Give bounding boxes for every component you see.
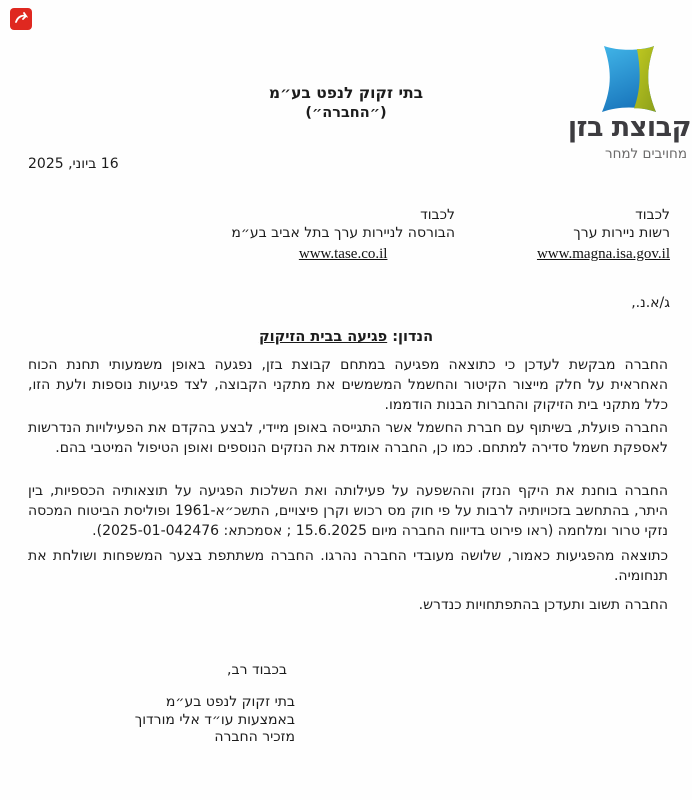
signature-company: בתי זקוק לנפט בע״מ	[165, 694, 295, 710]
company-alias: (״החברה״)	[305, 105, 387, 121]
salutation: ג/א.נ.,	[631, 295, 670, 311]
letterhead	[0, 84, 692, 121]
red-app-badge-icon[interactable]	[10, 8, 32, 30]
paragraph-further-updates: החברה תשוב ותעדכן בהתפתחויות כנדרש.	[418, 597, 668, 613]
tase-link[interactable]: www.tase.co.il	[298, 246, 388, 262]
paragraph-financial-impact: החברה בוחנת את היקף הנזק וההשפעה על פעילותה ואת השלכות הפגיעה על תוצאותיה הכספיות, בין היתר, בהתחשב בזכויותיה לרבות על פי חוק מס רכוש וקרן פיצויים, התשכ״א-1961 ופוליסת הביטוח המכסה נזקי טרור ומלחמה (ראו פירוט בדיווח החברה מיום 15.6.2025 ; אסמכתא: 2025-01-042476).	[28, 483, 668, 539]
subject-prefix: הנדון:	[387, 329, 434, 345]
signature-by: באמצעות עו״ד אלי מורדוך	[134, 711, 295, 728]
subject-title: פגיעה בבית הזיקוק	[258, 329, 388, 345]
paragraph-damage-update: החברה מבקשת לעדכן כי כתוצאה מפגיעה במתחם קבוצת בזן, נפגעה באופן משמעותי תחנת הכוח האחראית על חלק מייצור הקיטור והחשמל המשמשים את מתקני הקבוצה, לצד פגיעות נוספות ולעת הזו, כלל מתקני בית הזיקוק והחברות הבנות הודממו.	[28, 357, 668, 413]
subject-line	[0, 329, 692, 345]
recipient-to: לכבוד	[635, 207, 670, 223]
recipient-tase	[231, 206, 455, 263]
paragraph-casualties: כתוצאה מהפגיעות כאמור, שלושה מעובדי החברה נהרגו. החברה משתתפת בצער המשפחות ושולחת את תנחומיה.	[28, 548, 668, 584]
signature-role: מזכיר החברה	[214, 729, 295, 745]
closing: בכבוד רב,	[227, 662, 287, 678]
recipient-isa	[537, 206, 670, 263]
magna-link[interactable]: www.magna.isa.gov.il	[536, 246, 670, 262]
recipient-to: לכבוד	[420, 207, 455, 223]
recipient-name: הבורסה לניירות ערך בתל אביב בע״מ	[231, 225, 455, 241]
badge-glyph-icon	[14, 12, 28, 26]
logo-title: קבוצת בזן	[567, 112, 691, 143]
paragraph-electric-company: החברה פועלת, בשיתוף עם חברת החשמל אשר התגייסה באופן מיידי, לבצע בהקדם את הפעילויות הנדרשות לאספקת חשמל סדירה למתחם. כמו כן, החברה אומדת את הנזקים הנוספים ואופן הטיפול המיטבי בהם.	[28, 420, 668, 456]
logo-tagline: מחויבים למחר	[604, 146, 687, 162]
letter-date: 16 ביוני, 2025	[28, 156, 119, 172]
recipient-name: רשות ניירות ערך	[573, 225, 670, 241]
signature-block	[135, 694, 295, 747]
company-name: בתי זקוק לנפט בע״מ	[268, 84, 424, 102]
